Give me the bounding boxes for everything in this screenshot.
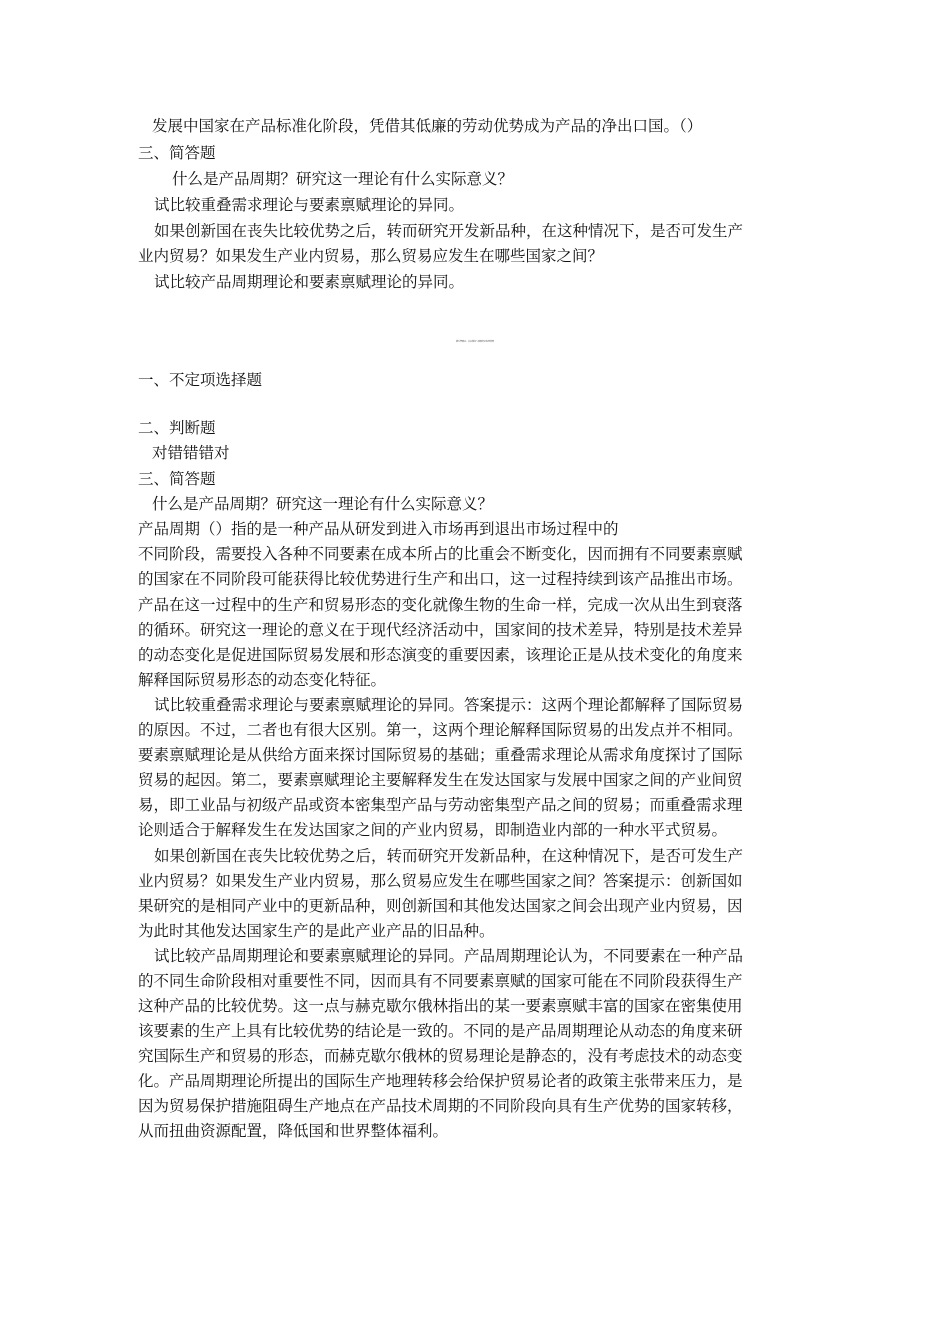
answer-text-line: 的循环。研究这一理论的意义在于现代经济活动中，国家间的技术差异，特别是技术差异 <box>138 621 743 639</box>
answer-text-line: 的原因。不过，二者也有很大区别。第一，这两个理论解释国际贸易的出发点并不相同。 <box>138 721 743 739</box>
answer-text-line: 易，即工业品与初级产品或资本密集型产品与劳动密集型产品之间的贸易；而重叠需求理 <box>138 796 743 814</box>
question-line: 业内贸易？如果发生产业内贸易，那么贸易应发生在哪些国家之间？ <box>138 247 604 265</box>
answer-text-line: 的国家在不同阶段可能获得比较优势进行生产和出口，这一过程持续到该产品推出市场。 <box>138 570 743 588</box>
judgment-item-line: 发展中国家在产品标准化阶段，凭借其低廉的劳动优势成为产品的净出口国。（） <box>152 117 703 135</box>
chapter-title: 第五章需求、技术变化与国际贸易参考答案 <box>455 341 494 343</box>
answer-text-line: 产品周期（）指的是一种产品从研发到进入市场再到退出市场过程中的 <box>138 520 619 538</box>
answer-text-line: 究国际生产和贸易的形态，而赫克歇尔俄林的贸易理论是静态的，没有考虑技术的动态变 <box>138 1047 743 1065</box>
answer-text-line: 业内贸易？如果发生产业内贸易，那么贸易应发生在哪些国家之间？答案提示：创新国如 <box>138 872 743 890</box>
answer-text-line: 果研究的是相同产业中的更新品种，则创新国和其他发达国家之间会出现产业内贸易，因 <box>138 897 743 915</box>
answer-text-line: 解释国际贸易形态的动态变化特征。 <box>138 671 387 689</box>
answer-text-line: 论则适合于解释发生在发达国家之间的产业内贸易，即制造业内部的一种水平式贸易。 <box>138 821 728 839</box>
answer-text-line: 该要素的生产上具有比较优势的结论是一致的。不同的是产品周期理论从动态的角度来研 <box>138 1022 743 1040</box>
section-heading-short-answer: 三、简答题 <box>138 470 216 488</box>
answer-question-1: 什么是产品周期？研究这一理论有什么实际意义？ <box>152 495 494 513</box>
answer-text-line: 产品在这一过程中的生产和贸易形态的变化就像生物的生命一样，完成一次从出生到衰落 <box>138 596 743 614</box>
answer-question-3: 如果创新国在丧失比较优势之后，转而研究开发新品种，在这种情况下，是否可发生产 <box>154 847 744 865</box>
answer-text-line: 这种产品的比较优势。这一点与赫克歇尔俄林指出的某一要素禀赋丰富的国家在密集使用 <box>138 997 743 1015</box>
question-line: 试比较重叠需求理论与要素禀赋理论的异同。 <box>154 196 465 214</box>
answer-question-4: 试比较产品周期理论和要素禀赋理论的异同。产品周期理论认为，不同要素在一种产品 <box>154 947 744 965</box>
question-line: 如果创新国在丧失比较优势之后，转而研究开发新品种，在这种情况下，是否可发生产 <box>154 222 744 240</box>
section-heading-short-answer: 三、简答题 <box>138 144 216 162</box>
answer-question-2: 试比较重叠需求理论与要素禀赋理论的异同。答案提示：这两个理论都解释了国际贸易 <box>154 696 744 714</box>
answer-text-line: 要素禀赋理论是从供给方面来探讨国际贸易的基础；重叠需求理论从需求角度探讨了国际 <box>138 746 743 764</box>
answer-text-line: 为此时其他发达国家生产的是此产业产品的旧品种。 <box>138 922 495 940</box>
section-heading-judgment: 二、判断题 <box>138 419 216 437</box>
section-heading-multiple-choice: 一、不定项选择题 <box>138 371 263 389</box>
answer-text-line: 的不同生命阶段相对重要性不同，因而具有不同要素禀赋的国家可能在不同阶段获得生产 <box>138 972 743 990</box>
answer-text-line: 从而扭曲资源配置，降低国和世界整体福利。 <box>138 1122 449 1140</box>
answer-text-line: 不同阶段，需要投入各种不同要素在成本所占的比重会不断变化，因而拥有不同要素禀赋 <box>138 545 743 563</box>
question-line: 什么是产品周期？研究这一理论有什么实际意义？ <box>172 170 514 188</box>
question-line: 试比较产品周期理论和要素禀赋理论的异同。 <box>154 273 465 291</box>
answer-text-line: 化。产品周期理论所提出的国际生产地理转移会给保护贸易论者的政策主张带来压力，是 <box>138 1072 743 1090</box>
answer-text-line: 贸易的起因。第二，要素禀赋理论主要解释发生在发达国家与发展中国家之间的产业间贸 <box>138 771 743 789</box>
answer-text-line: 因为贸易保护措施阻碍生产地点在产品技术周期的不同阶段向具有生产优势的国家转移， <box>138 1097 743 1115</box>
answer-text-line: 的动态变化是促进国际贸易发展和形态演变的重要因素，该理论正是从技术变化的角度来 <box>138 646 743 664</box>
judgment-answers: 对错错错对 <box>152 444 230 462</box>
